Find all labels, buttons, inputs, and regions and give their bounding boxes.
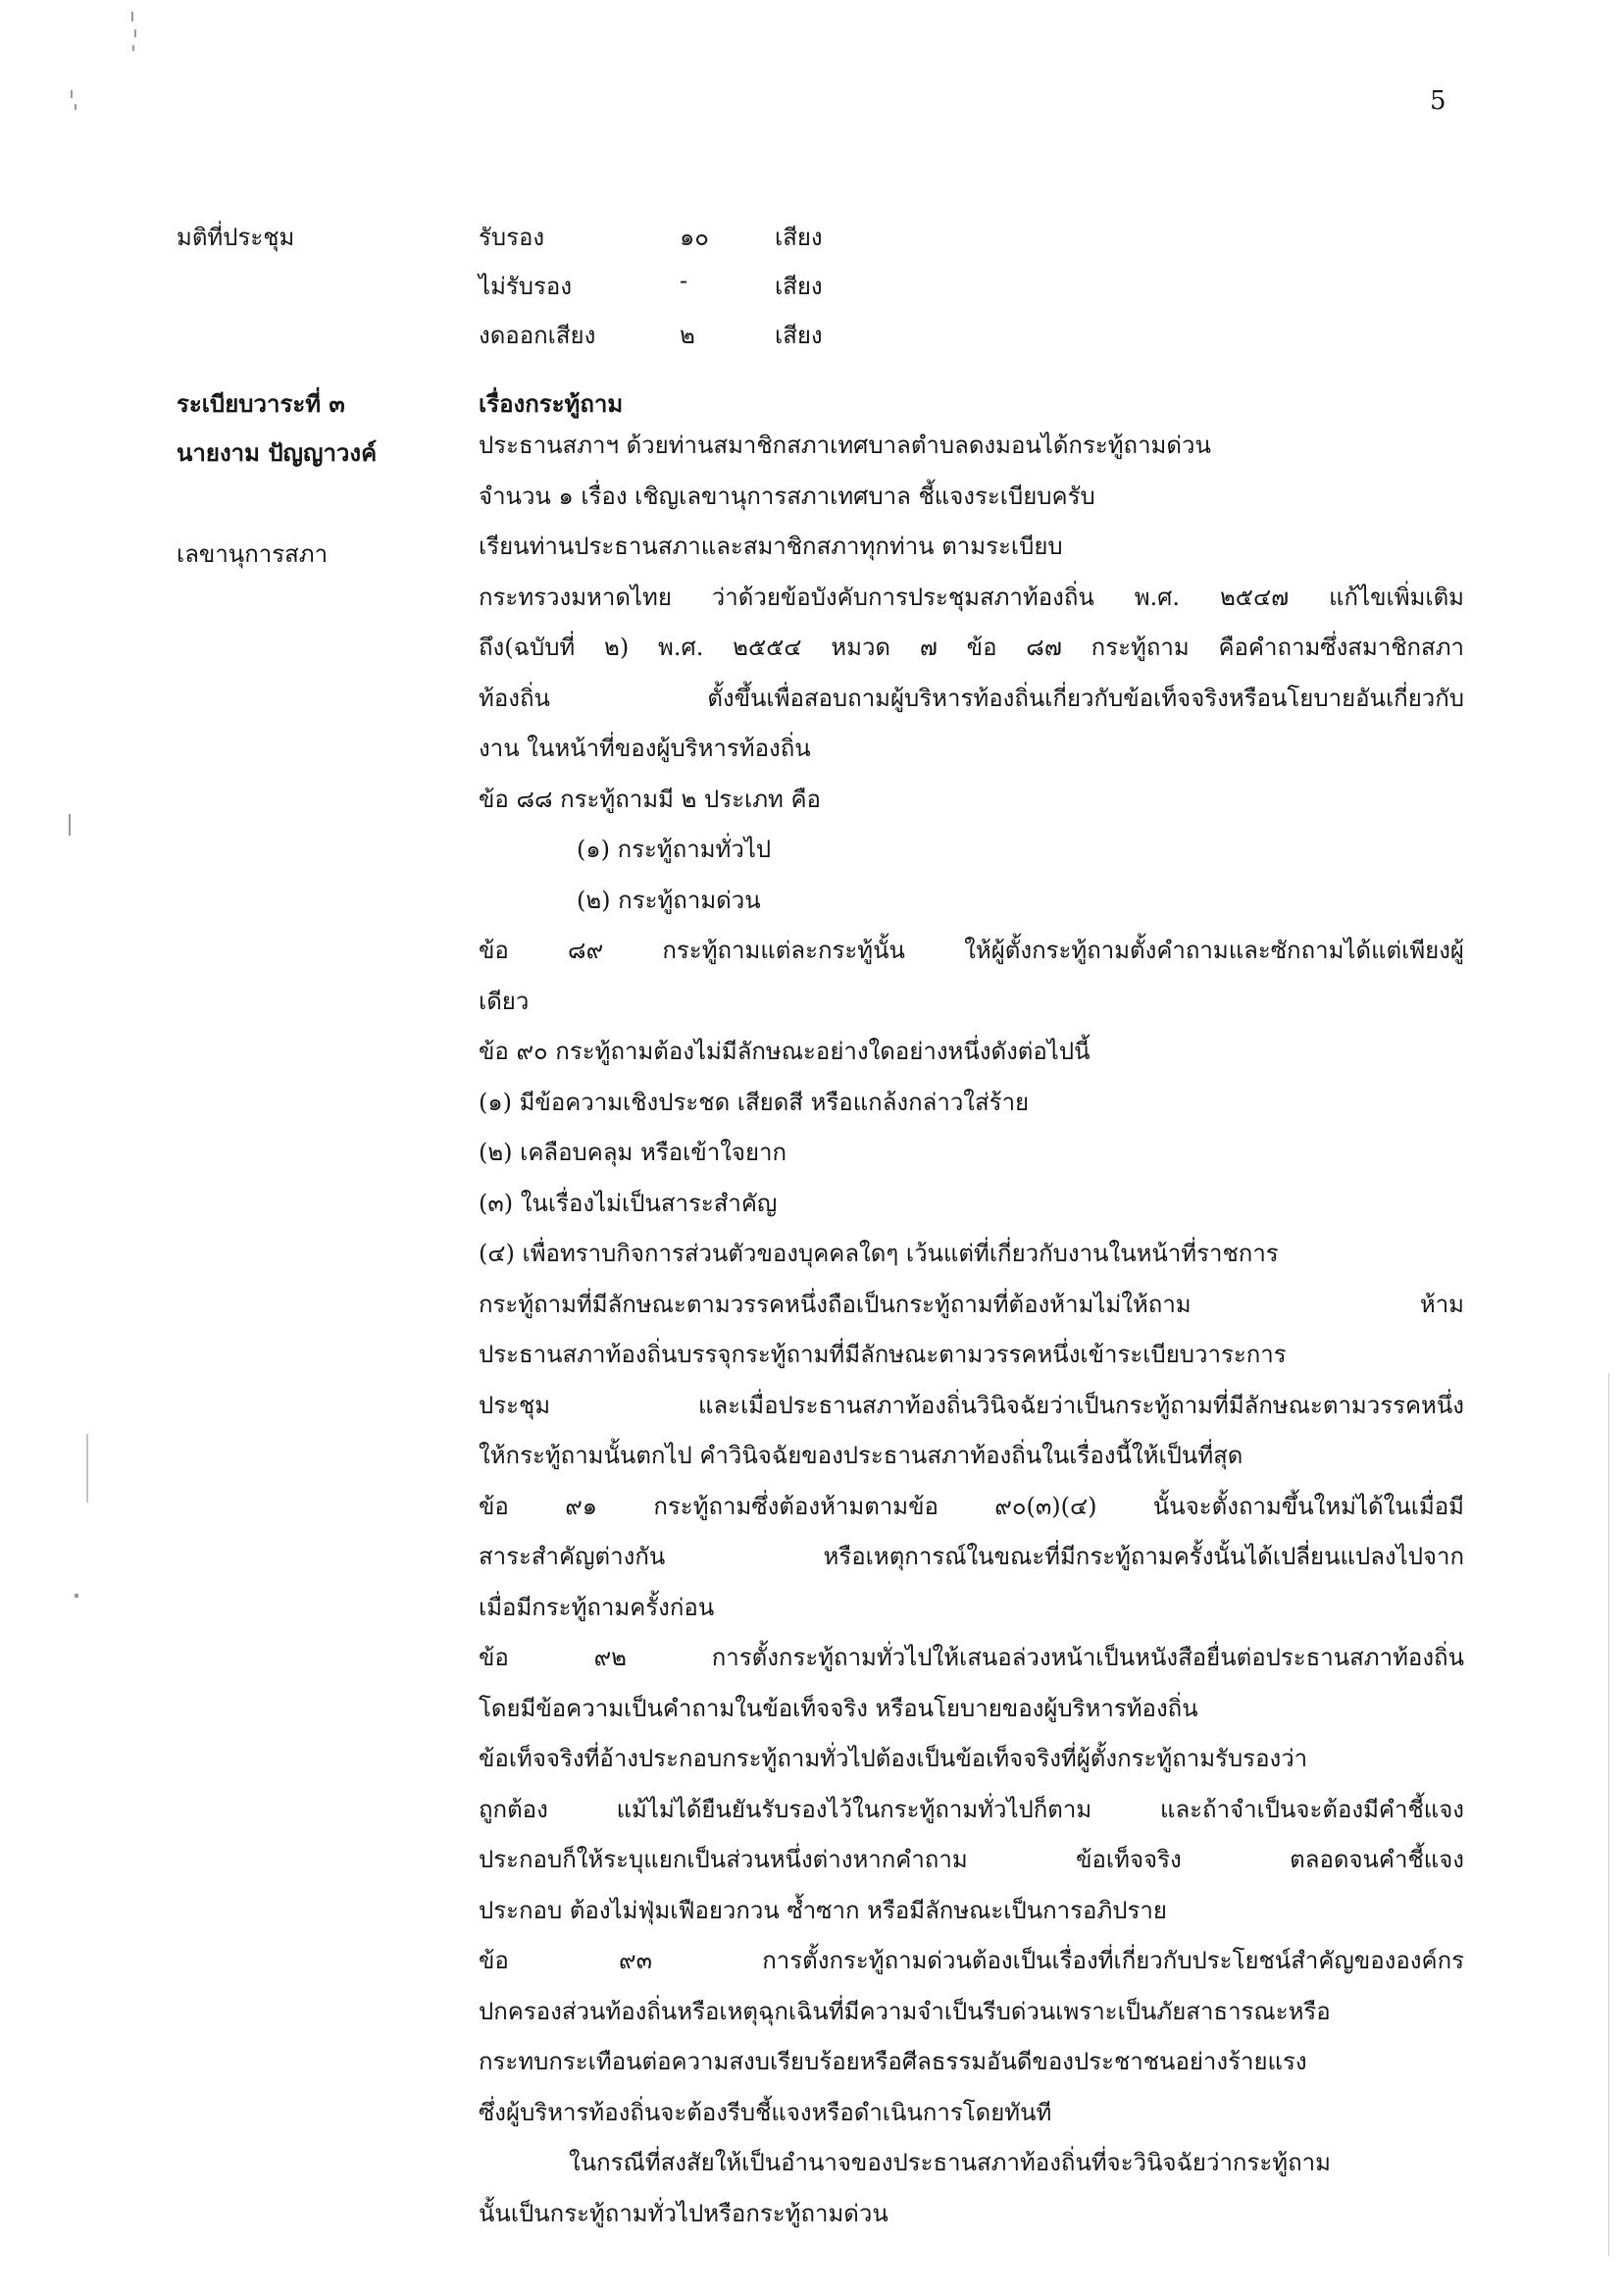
text-line: ประกอบก็ให้ระบุแยกเป็นส่วนหนึ่งต่างหากคำถาม ข้อเท็จจริง ตลอดจนคำชี้แจง: [479, 1846, 1464, 1873]
agenda-label: ระเบียบวาระที่ ๓: [177, 389, 345, 418]
text-line: ข้อ ๙๓ การตั้งกระทู้ถามด่วนต้องเป็นเรื่องที่เกี่ยวกับประโยชน์สำคัญขององค์กร: [479, 1947, 1464, 1974]
text-line: ท้องถิ่น ตั้งขึ้นเพื่อสอบถามผู้บริหารท้องถิ่นเกี่ยวกับข้อเท็จจริงหรือนโยบายอันเกี่ยวกับ: [479, 684, 1464, 712]
vote-unit: เสียง: [775, 273, 823, 300]
text-line: กระทรวงมหาดไทย ว่าด้วยข้อบังคับการประชุมสภาท้องถิ่น พ.ศ. ๒๕๔๗ แก้ไขเพิ่มเติม: [479, 583, 1464, 611]
scan-mark: [75, 104, 76, 110]
text-line: ข้อ ๙๑ กระทู้ถามซึ่งต้องห้ามตามข้อ ๙๐(๓)(๔) นั้นจะตั้งถามขึ้นใหม่ได้ในเมื่อมี: [479, 1492, 1464, 1520]
scan-mark: [75, 1594, 78, 1598]
vote-row-abstain: [479, 316, 969, 365]
text-line: ปกครองส่วนท้องถิ่นหรือเหตุฉุกเฉินที่มีความจำเป็นรีบด่วนเพราะเป็นภัยสาธารณะหรือ: [479, 1997, 1331, 2025]
text-line: กระทบกระเทือนต่อความสงบเรียบร้อยหรือศีลธรรมอันดีของประชาชนอย่างร้ายแรง: [479, 2048, 1307, 2075]
text-line: ข้อ ๙๐ กระทู้ถามต้องไม่มีลักษณะอย่างใดอย่างหนึ่งดังต่อไปนี้: [479, 1038, 1091, 1065]
text-line: โดยมีข้อความเป็นคำถามในข้อเท็จจริง หรือนโยบายของผู้บริหารท้องถิ่น: [479, 1694, 1198, 1722]
vote-label: รับรอง: [479, 224, 545, 251]
vote-label: งดออกเสียง: [479, 322, 596, 349]
vote-count: ๑๐: [680, 224, 709, 251]
text-line: ซึ่งผู้บริหารท้องถิ่นจะต้องรีบชี้แจงหรือดำเนินการโดยทันที: [479, 2098, 1052, 2126]
scan-mark: [131, 12, 133, 22]
text-line: ข้อ ๘๙ กระทู้ถามแต่ละกระทู้นั้น ให้ผู้ตั้งกระทู้ถามตั้งคำถามและซักถามได้แต่เพียงผู้: [479, 937, 1464, 964]
secretary-label: เลขานุการสภา: [177, 540, 329, 568]
text-line: ข้อ ๘๘ กระทู้ถามมี ๒ ประเภท คือ: [479, 785, 821, 813]
text-line: ในกรณีที่สงสัยให้เป็นอำนาจของประธานสภาท้องถิ่นที่จะวินิจฉัยว่ากระทู้ถาม: [569, 2149, 1331, 2176]
vote-label: ไม่รับรอง: [479, 273, 573, 300]
vote-count: -: [680, 267, 688, 294]
text-line: เมื่อมีกระทู้ถามครั้งก่อน: [479, 1593, 715, 1621]
vote-row-reject: [479, 267, 969, 316]
vote-count: ๒: [680, 322, 695, 349]
scan-mark: [134, 29, 136, 37]
text-line: ข้อ ๙๒ การตั้งกระทู้ถามทั่วไปให้เสนอล่วงหน้าเป็นหนังสือยื่นต่อประธานสภาท้องถิ่น: [479, 1644, 1464, 1671]
text-line: ถูกต้อง แม้ไม่ได้ยืนยันรับรองไว้ในกระทู้ถามทั่วไปก็ตาม และถ้าจำเป็นจะต้องมีคำชี้แจง: [479, 1795, 1464, 1823]
text-line: ประกอบ ต้องไม่ฟุ่มเฟือยวกวน ซ้ำซาก หรือมีลักษณะเป็นการอภิปราย: [479, 1896, 1167, 1924]
page-number: 5: [1430, 86, 1446, 116]
scan-mark: [1608, 1373, 1609, 2256]
vote-unit: เสียง: [775, 322, 823, 349]
text-line: สาระสำคัญต่างกัน หรือเหตุการณ์ในขณะที่มีกระทู้ถามครั้งนั้นได้เปลี่ยนแปลงไปจาก: [479, 1543, 1464, 1570]
list-item: (๑) มีข้อความเชิงประชด เสียดสี หรือแกล้งกล่าวใส่ร้าย: [479, 1088, 1030, 1116]
vote-row-approve: [479, 218, 969, 267]
text-line: เดียว: [479, 987, 530, 1015]
list-item: (๒) เคลือบคลุม หรือเข้าใจยาก: [479, 1139, 787, 1166]
list-item: (๒) กระทู้ถามด่วน: [577, 886, 761, 914]
text-line: กระทู้ถามที่มีลักษณะตามวรรคหนึ่งถือเป็นกระทู้ถามที่ต้องห้ามไม่ให้ถาม ห้าม: [479, 1290, 1464, 1318]
speaker-statement: [479, 421, 1464, 522]
text-line: นั้นเป็นกระทู้ถามทั่วไปหรือกระทู้ถามด่วน: [479, 2199, 888, 2227]
scan-mark: [132, 45, 134, 51]
list-item: (๔) เพื่อทราบกิจการส่วนตัวของบุคคลใดๆ เว้นแต่ที่เกี่ยวกับงานในหน้าที่ราชการ: [479, 1240, 1279, 1267]
speaker-name: นายงาม ปัญญาวงค์: [177, 438, 378, 467]
list-item: (๓) ในเรื่องไม่เป็นสาระสำคัญ: [479, 1189, 778, 1217]
scan-mark: [69, 814, 71, 836]
secretary-statement: [479, 522, 1464, 2239]
text-line: จำนวน ๑ เรื่อง เชิญเลขานุการสภาเทศบาล ชี้แจงระเบียบครับ: [479, 482, 1095, 510]
text-line: ถึง(ฉบับที่ ๒) พ.ศ. ๒๕๕๔ หมวด ๗ ข้อ ๘๗ กระทู้ถาม คือคำถามซึ่งสมาชิกสภา: [479, 634, 1464, 661]
text-line: ให้กระทู้ถามนั้นตกไป คำวินิจฉัยของประธานสภาท้องถิ่นในเรื่องนี้ให้เป็นที่สุด: [479, 1442, 1243, 1469]
text-line: งาน ในหน้าที่ของผู้บริหารท้องถิ่น: [479, 735, 811, 762]
text-line: ประธานสภาฯ ด้วยท่านสมาชิกสภาเทศบาลตำบลดงมอนได้กระทู้ถามด่วน: [479, 432, 1211, 459]
scan-mark: [71, 90, 73, 98]
text-line: ข้อเท็จจริงที่อ้างประกอบกระทู้ถามทั่วไปต้องเป็นข้อเท็จจริงที่ผู้ตั้งกระทู้ถามรับรองว่า: [479, 1745, 1308, 1772]
vote-unit: เสียง: [775, 224, 823, 251]
list-item: (๑) กระทู้ถามทั่วไป: [577, 836, 772, 863]
text-line: ประธานสภาท้องถิ่นบรรจุกระทู้ถามที่มีลักษณะตามวรรคหนึ่งเข้าระเบียบวาระการ: [479, 1341, 1287, 1368]
scan-mark: [86, 1434, 88, 1503]
text-line: ประชุม และเมื่อประธานสภาท้องถิ่นวินิจฉัยว่าเป็นกระทู้ถามที่มีลักษณะตามวรรคหนึ่ง: [479, 1391, 1464, 1419]
text-line: เรียนท่านประธานสภาและสมาชิกสภาทุกท่าน ตามระเบียบ: [479, 533, 1063, 560]
agenda-title: เรื่องกระทู้ถาม: [479, 389, 624, 418]
resolution-label: มติที่ประชุม: [177, 224, 295, 251]
